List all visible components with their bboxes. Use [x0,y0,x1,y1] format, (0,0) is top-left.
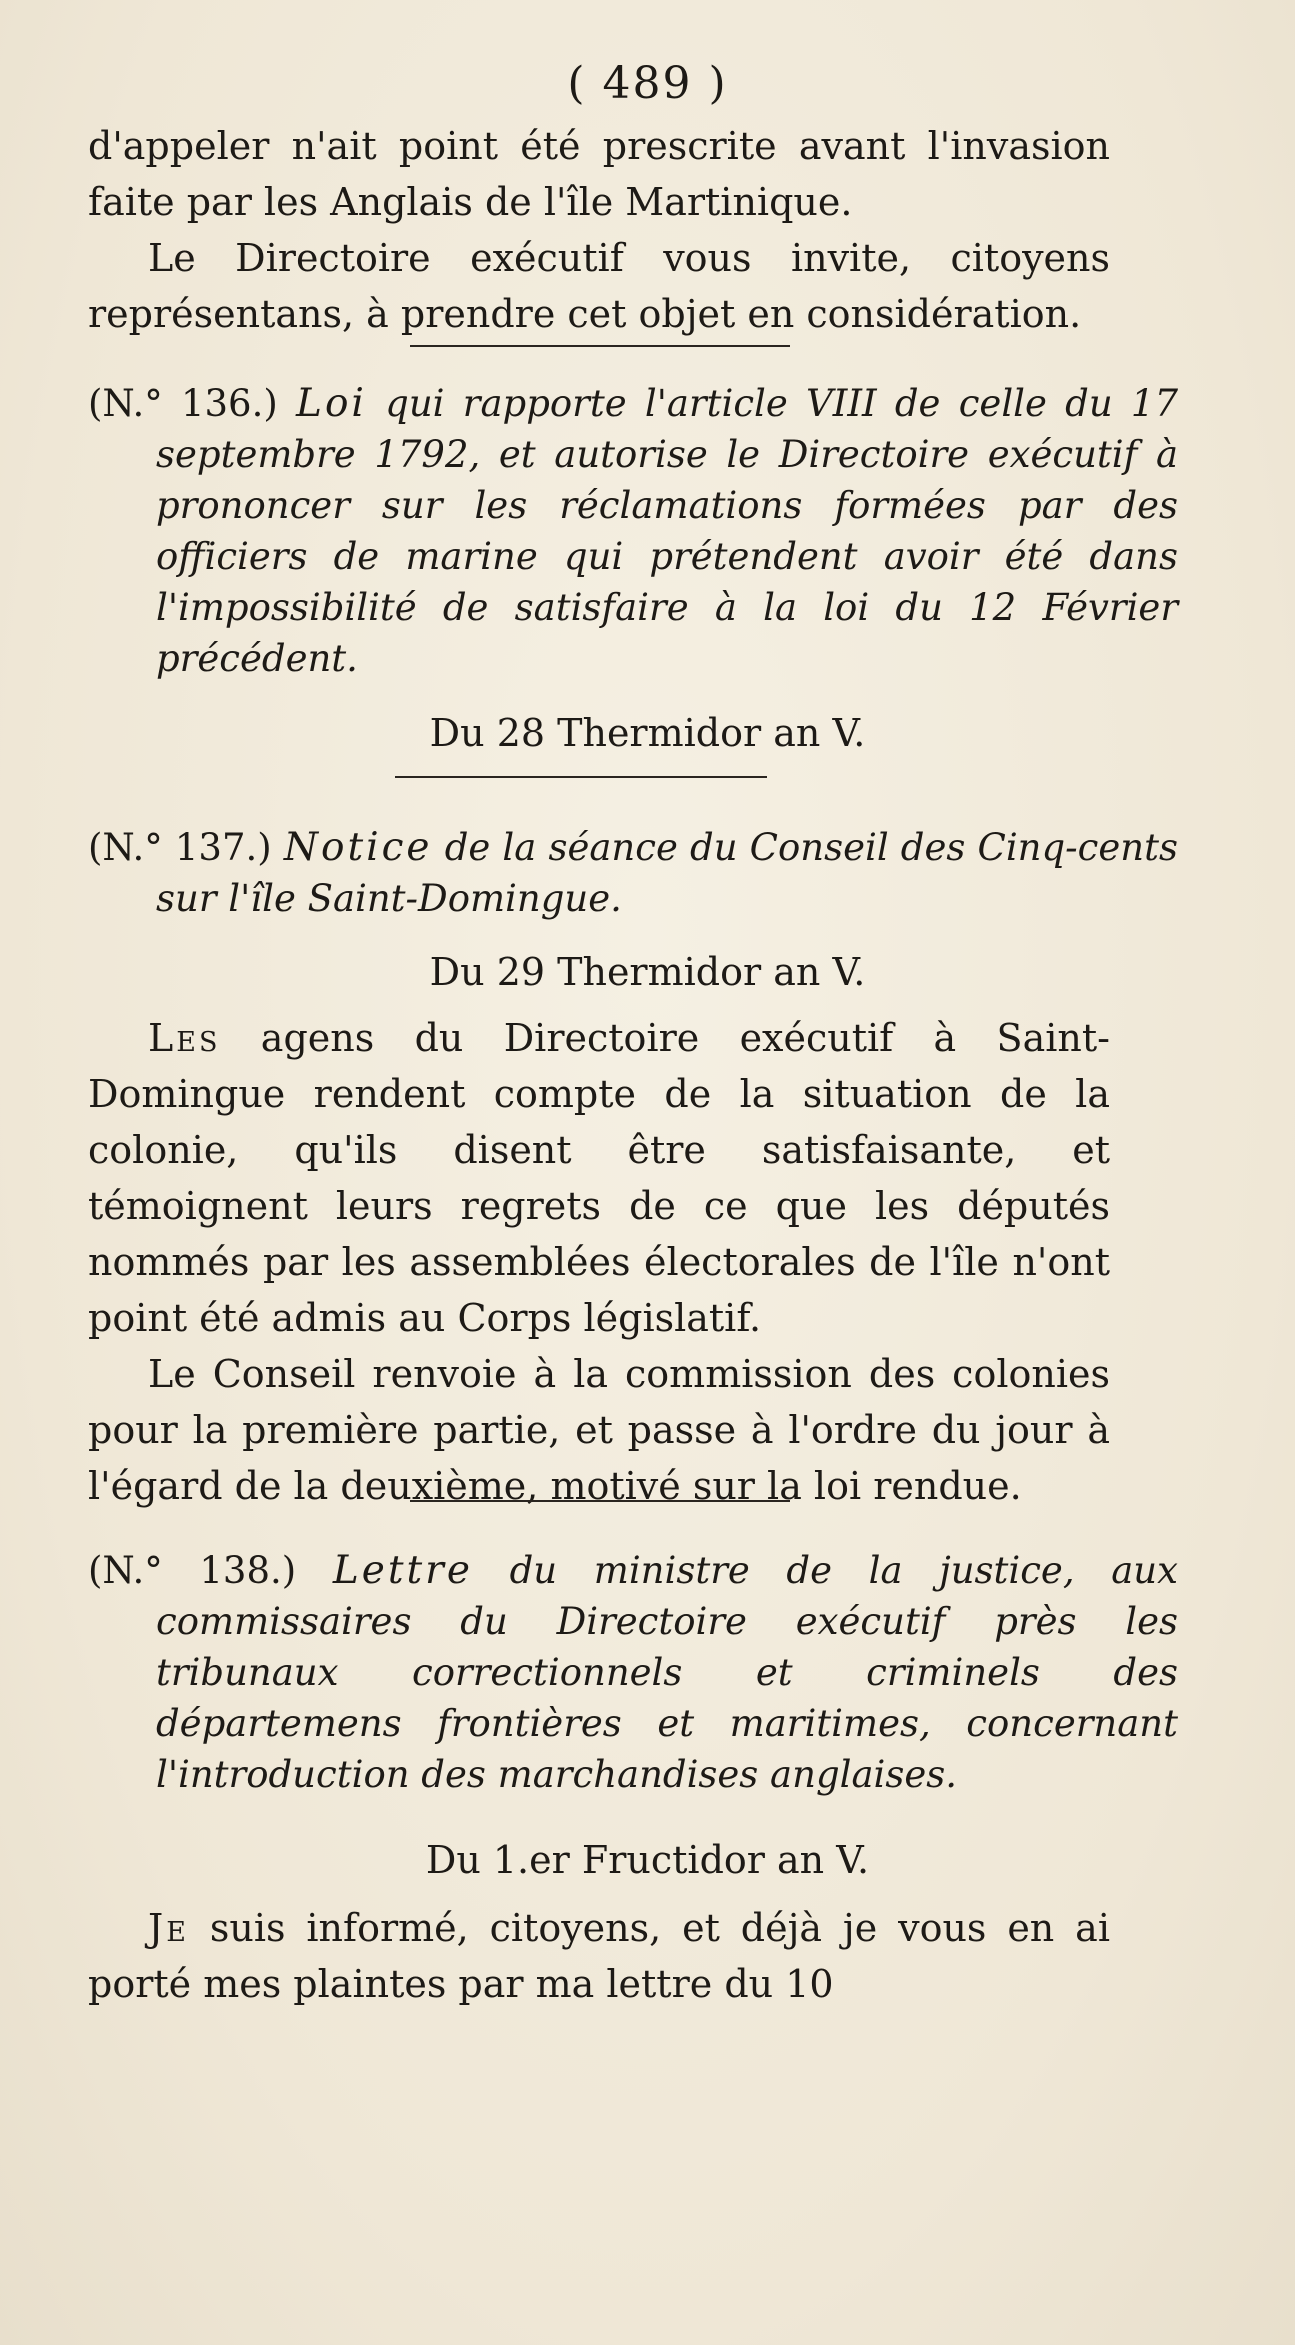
entry-138-body [88,1900,1110,2012]
divider-2 [395,776,767,778]
divider-1 [410,345,790,347]
entry-138 [88,1545,1178,1800]
drop-word: Je [148,1906,189,1950]
body-paragraph-2: Le Conseil renvoie à la commission des colonies pour la première partie, et passe à l'ordre du jour à l'égard de la deuxième, motivé sur la loi rendue. [88,1352,1110,1508]
intro-paragraph-2: Le Directoire exécutif vous invite, citoyens représentans, à prendre cet objet en considération. [88,236,1110,336]
entry-136 [88,378,1178,684]
intro-block [88,118,1110,342]
entry-keyword: Notice [283,825,433,870]
body-text: suis informé, citoyens, et déjà je vous en ai porté mes plaintes par ma lettre du 10 [88,1906,1110,2006]
entry-number: (N.° 137.) [88,826,272,869]
body-paragraph-1 [88,1010,1110,1346]
body-paragraph-1 [88,1900,1110,2012]
entry-title: du ministre de la justice, aux commissaires du Directoire exécutif près les tribunaux correctionnels et criminels des départemens frontières et maritimes, concernant l'introduction des marchandises anglaises. [156,1549,1179,1796]
entry-137-date: Du 29 Thermidor an V. [429,950,866,994]
entry-keyword: Loi [296,381,367,426]
divider-3 [410,1500,790,1502]
page-number: ( 489 ) [567,58,728,109]
entry-title: de la séance du Conseil des Cinq-cents sur l'île Saint-Domingue. [156,826,1178,920]
entry-number: (N.° 138.) [88,1549,297,1592]
entry-136-date: Du 28 Thermidor an V. [429,711,866,755]
entry-137-body [88,1010,1110,1514]
entry-number: (N.° 136.) [88,382,278,425]
body-text: agens du Directoire exécutif à Saint-Domingue rendent compte de la situation de la colonie, qu'ils disent être satisfaisante, et témoignent leurs regrets de ce que les députés nommés par les assemblées électorales de l'île n'ont point été admis au Corps législatif. [88,1016,1110,1340]
entry-138-date: Du 1.er Fructidor an V. [425,1838,870,1882]
entry-137 [88,822,1178,924]
drop-word: Les [148,1016,221,1060]
intro-paragraph-1: d'appeler n'ait point été prescrite avant l'invasion faite par les Anglais de l'île Martinique. [88,124,1110,224]
entry-keyword: Lettre [332,1548,473,1593]
entry-title: qui rapporte l'article VIII de celle du 17 septembre 1792, et autorise le Directoire exécutif à prononcer sur les réclamations formées par des officiers de marine qui prétendent avoir été dans l'impossibilité de satisfaire à la loi du 12 Février précédent. [156,382,1178,680]
